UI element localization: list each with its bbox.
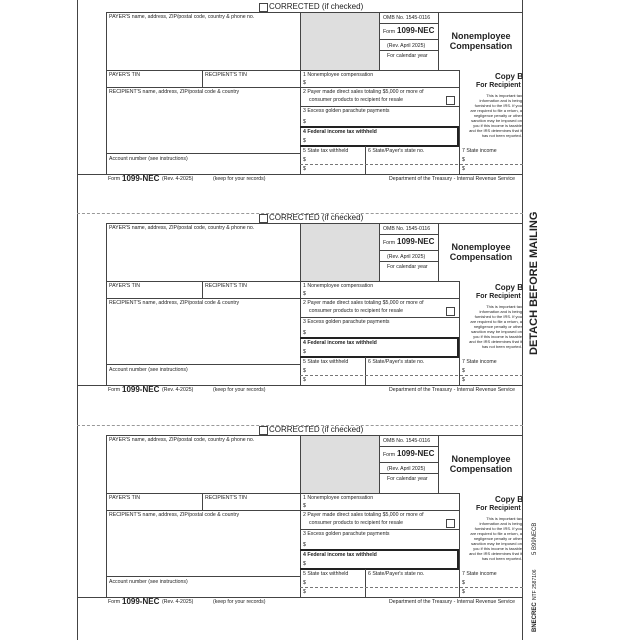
box2-checkbox[interactable] (446, 96, 455, 105)
shaded-area (301, 13, 379, 70)
rule (457, 126, 459, 146)
box4-label: 4 Federal income tax withheld (303, 129, 377, 135)
recipient-name-label: RECIPIENT'S name, address, ZIP/postal code & country (109, 89, 240, 95)
rule (379, 12, 380, 70)
rule (459, 70, 460, 174)
calendar-year-field[interactable] (381, 483, 436, 492)
payer-name-label: PAYER'S name, address, ZIP/postal code, country & phone no. (109, 437, 255, 443)
payer-tin-field[interactable] (108, 78, 200, 86)
footer-keep-records: (keep for your records) (213, 176, 266, 182)
revision-label: (Rev. April 2025) (387, 466, 426, 472)
box5-dollar-2: $ (303, 166, 306, 172)
calendar-year-label: For calendar year (387, 53, 428, 59)
corrected-label: CORRECTED (if checked) (269, 2, 364, 11)
box2-checkbox[interactable] (446, 307, 455, 316)
footer-form-name: 1099-NEC (122, 385, 160, 394)
form-name: 1099-NEC (397, 237, 435, 246)
box1-label: 1 Nonemployee compensation (303, 72, 374, 78)
rule (379, 462, 438, 463)
rule (379, 39, 438, 40)
rule (300, 106, 459, 107)
rule (106, 12, 107, 174)
form-title-line1: Nonemployee (451, 31, 511, 41)
box2-label-line2: consumer products to recipient for resale (309, 97, 403, 103)
form-1099-nec-3 (0, 399, 640, 606)
recipient-tin-label: RECIPIENT'S TIN (205, 283, 247, 289)
revision-label: (Rev. April 2025) (387, 254, 426, 260)
notice-line: furnished to the IRS. If you (474, 103, 522, 108)
rule (300, 223, 301, 385)
rule (300, 12, 301, 174)
copy-b-label: Copy B (495, 72, 523, 81)
footer-keep-records: (keep for your records) (213, 387, 266, 393)
payer-name-field[interactable] (108, 233, 298, 279)
rule (106, 435, 107, 597)
form-title-line1: Nonemployee (451, 454, 511, 464)
box6-label: 6 State/Payer's state no. (368, 359, 425, 365)
box6-label: 6 State/Payer's state no. (368, 148, 425, 154)
rule (438, 435, 439, 493)
rule (300, 587, 523, 588)
rule (106, 87, 459, 88)
notice-line: negligence penalty or other (473, 536, 522, 541)
rule (106, 493, 459, 494)
box1-dollar: $ (303, 503, 306, 509)
payer-tin-label: PAYER'S TIN (109, 283, 140, 289)
box1-label: 1 Nonemployee compensation (303, 283, 374, 289)
box2-label-line1: 2 Payer made direct sales totaling $5,000 or more of (303, 300, 424, 306)
rule (365, 357, 366, 385)
notice-line: negligence penalty or other (473, 324, 522, 329)
rule (379, 23, 438, 24)
account-number-label: Account number (see instructions) (109, 579, 188, 585)
for-recipient-label: For Recipient (476, 505, 521, 512)
form-title-line2: Compensation (449, 252, 513, 262)
omb-number: OMB No. 1545-0116 (383, 15, 431, 21)
omb-number: OMB No. 1545-0116 (383, 438, 431, 444)
box5-dollar-1: $ (303, 580, 306, 586)
rule (300, 549, 459, 551)
box3-amount-field[interactable] (308, 540, 456, 547)
box4-label: 4 Federal income tax withheld (303, 552, 377, 558)
box3-dollar: $ (303, 119, 306, 125)
rule (300, 126, 459, 128)
box5-dollar-2: $ (303, 377, 306, 383)
revision-label: (Rev. April 2025) (387, 43, 426, 49)
notice-line: has not been reported. (481, 133, 522, 138)
rule (300, 568, 459, 570)
payer-name-field[interactable] (108, 445, 298, 491)
box5-label: 5 State tax withheld (303, 148, 349, 154)
box1-amount-field[interactable] (308, 79, 456, 86)
notice-text (469, 304, 522, 349)
footer-department: Department of the Treasury - Internal Revenue Service (389, 176, 516, 182)
recipient-name-label: RECIPIENT'S name, address, ZIP/postal code & country (109, 300, 240, 306)
side-code: BNECREC (532, 602, 538, 632)
calendar-year-field[interactable] (381, 60, 436, 69)
rule (202, 493, 203, 510)
notice-line: negligence penalty or other (473, 113, 522, 118)
box1-amount-field[interactable] (308, 502, 456, 509)
form-name: 1099-NEC (397, 26, 435, 35)
payer-name-field[interactable] (108, 22, 298, 68)
corrected-checkbox[interactable] (259, 214, 268, 223)
rule (106, 223, 107, 385)
account-number-field[interactable] (108, 586, 298, 595)
box3-dollar: $ (303, 330, 306, 336)
box5-label: 5 State tax withheld (303, 359, 349, 365)
account-number-label: Account number (see instructions) (109, 156, 188, 162)
box2-label-line2: consumer products to recipient for resale (309, 308, 403, 314)
box1-label: 1 Nonemployee compensation (303, 495, 374, 501)
box7-label: 7 State income (462, 148, 497, 154)
box4-amount-field[interactable] (308, 348, 456, 355)
notice-line: This is important tax (486, 304, 522, 309)
rule (106, 70, 459, 71)
rule (379, 446, 438, 447)
form-1099-nec-1 (0, 0, 640, 183)
detach-instruction: DETACH BEFORE MAILING (528, 211, 540, 355)
form-1099-nec-2 (0, 187, 640, 394)
account-number-field[interactable] (108, 163, 298, 172)
notice-line: information and is being (479, 521, 522, 526)
rule (300, 317, 459, 318)
box7-dollar-2: $ (462, 589, 465, 595)
box7-label: 7 State income (462, 359, 497, 365)
notice-line: you if this income is taxable (473, 334, 522, 339)
corrected-label: CORRECTED (if checked) (269, 213, 364, 222)
box7-dollar-2: $ (462, 377, 465, 383)
recipient-name-field[interactable] (108, 307, 298, 363)
for-recipient-label: For Recipient (476, 82, 521, 89)
box3-amount-field[interactable] (308, 117, 456, 124)
rule (459, 493, 460, 597)
rule (106, 364, 300, 365)
shaded-area (301, 224, 379, 281)
box4-label: 4 Federal income tax withheld (303, 340, 377, 346)
box2-label-line1: 2 Payer made direct sales totaling $5,000 or more of (303, 89, 424, 95)
account-number-field[interactable] (108, 374, 298, 383)
box1-dollar: $ (303, 80, 306, 86)
box3-dollar: $ (303, 542, 306, 548)
notice-line: are required to file a return, a (470, 108, 522, 113)
shaded-area (301, 436, 379, 493)
box2-label-line1: 2 Payer made direct sales totaling $5,000 or more of (303, 512, 424, 518)
form-word: Form (383, 240, 396, 246)
box7-dollar-1: $ (462, 580, 465, 586)
box5-dollar-2: $ (303, 589, 306, 595)
payer-tin-field[interactable] (108, 289, 200, 297)
box1-dollar: $ (303, 291, 306, 297)
recipient-tin-field[interactable] (204, 289, 298, 297)
notice-line: has not been reported. (481, 556, 522, 561)
box3-label: 3 Excess golden parachute payments (303, 319, 390, 325)
box7-dollar-1: $ (462, 368, 465, 374)
box2-checkbox[interactable] (446, 519, 455, 528)
rule (300, 145, 459, 147)
rule (300, 356, 459, 358)
footer-form-word: Form (108, 599, 121, 605)
calendar-year-label: For calendar year (387, 476, 428, 482)
omb-number: OMB No. 1545-0116 (383, 226, 431, 232)
notice-line: you if this income is taxable (473, 123, 522, 128)
rule (379, 223, 380, 281)
footer-department: Department of the Treasury - Internal Revenue Service (389, 387, 516, 393)
notice-line: This is important tax (486, 516, 522, 521)
form-title-line2: Compensation (449, 41, 513, 51)
notice-text (469, 516, 522, 561)
notice-line: furnished to the IRS. If you (474, 526, 522, 531)
notice-line: you if this income is taxable (473, 546, 522, 551)
rule (379, 50, 438, 51)
side-code: 5 B99NECB (532, 522, 538, 555)
rule (300, 375, 523, 376)
rule (202, 70, 203, 87)
recipient-name-label: RECIPIENT'S name, address, ZIP/postal code & country (109, 512, 240, 518)
footer-form-word: Form (108, 387, 121, 393)
box3-label: 3 Excess golden parachute payments (303, 531, 390, 537)
rule (300, 337, 459, 339)
rule (300, 164, 523, 165)
rule (300, 529, 459, 530)
notice-line: are required to file a return, a (470, 531, 522, 536)
calendar-year-field[interactable] (381, 271, 436, 280)
box1-amount-field[interactable] (308, 290, 456, 297)
form-word: Form (383, 452, 396, 458)
side-code: NTF 2587106 (532, 569, 538, 600)
notice-line: and the IRS determines that it (469, 551, 522, 556)
recipient-tin-field[interactable] (204, 78, 298, 86)
box3-amount-field[interactable] (308, 328, 456, 335)
recipient-tin-field[interactable] (204, 501, 298, 509)
rule (300, 435, 301, 597)
rule (457, 549, 459, 569)
rule (106, 281, 459, 282)
box4-dollar: $ (303, 138, 306, 144)
notice-line: are required to file a return, a (470, 319, 522, 324)
box4-dollar: $ (303, 561, 306, 567)
footer-keep-records: (keep for your records) (213, 599, 266, 605)
notice-line: and the IRS determines that it (469, 128, 522, 133)
calendar-year-label: For calendar year (387, 264, 428, 270)
corrected-checkbox[interactable] (259, 3, 268, 12)
rule (106, 298, 459, 299)
rule (365, 569, 366, 597)
notice-line: information and is being (479, 98, 522, 103)
notice-line: information and is being (479, 309, 522, 314)
box4-dollar: $ (303, 349, 306, 355)
payer-name-label: PAYER'S name, address, ZIP/postal code, country & phone no. (109, 225, 255, 231)
rule (202, 281, 203, 298)
corrected-label: CORRECTED (if checked) (269, 425, 364, 434)
footer-revision: (Rev. 4-2025) (162, 387, 194, 393)
recipient-tin-label: RECIPIENT'S TIN (205, 495, 247, 501)
footer-form-name: 1099-NEC (122, 174, 160, 183)
rule (106, 576, 300, 577)
box5-dollar-1: $ (303, 157, 306, 163)
notice-text (469, 93, 522, 138)
for-recipient-label: For Recipient (476, 293, 521, 300)
box7-label: 7 State income (462, 571, 497, 577)
notice-line: sanction may be imposed on (471, 118, 522, 123)
footer-revision: (Rev. 4-2025) (162, 176, 194, 182)
box3-label: 3 Excess golden parachute payments (303, 108, 390, 114)
form-title-line1: Nonemployee (451, 242, 511, 252)
notice-line: furnished to the IRS. If you (474, 314, 522, 319)
box7-dollar-2: $ (462, 166, 465, 172)
notice-line: sanction may be imposed on (471, 541, 522, 546)
form-word: Form (383, 29, 396, 35)
notice-line: and the IRS determines that it (469, 339, 522, 344)
rule (459, 281, 460, 385)
corrected-checkbox[interactable] (259, 426, 268, 435)
rule (106, 510, 459, 511)
footer-department: Department of the Treasury - Internal Revenue Service (389, 599, 516, 605)
box2-label-line2: consumer products to recipient for resale (309, 520, 403, 526)
rule (379, 250, 438, 251)
notice-line: This is important tax (486, 93, 522, 98)
rule (379, 473, 438, 474)
box5-dollar-1: $ (303, 368, 306, 374)
rule (379, 234, 438, 235)
box6-label: 6 State/Payer's state no. (368, 571, 425, 577)
rule (457, 337, 459, 357)
recipient-name-field[interactable] (108, 96, 298, 152)
rule (379, 435, 380, 493)
copy-b-label: Copy B (495, 495, 523, 504)
footer-form-name: 1099-NEC (122, 597, 160, 606)
form-title-line2: Compensation (449, 464, 513, 474)
rule (438, 223, 439, 281)
rule (365, 146, 366, 174)
box5-label: 5 State tax withheld (303, 571, 349, 577)
payer-tin-label: PAYER'S TIN (109, 495, 140, 501)
notice-line: has not been reported. (481, 344, 522, 349)
rule (438, 12, 439, 70)
footer-revision: (Rev. 4-2025) (162, 599, 194, 605)
recipient-tin-label: RECIPIENT'S TIN (205, 72, 247, 78)
account-number-label: Account number (see instructions) (109, 367, 188, 373)
rule (106, 153, 300, 154)
form-name: 1099-NEC (397, 449, 435, 458)
box7-dollar-1: $ (462, 157, 465, 163)
payer-tin-field[interactable] (108, 501, 200, 509)
notice-line: sanction may be imposed on (471, 329, 522, 334)
box4-amount-field[interactable] (308, 560, 456, 567)
copy-b-label: Copy B (495, 283, 523, 292)
footer-form-word: Form (108, 176, 121, 182)
payer-tin-label: PAYER'S TIN (109, 72, 140, 78)
rule (379, 261, 438, 262)
box4-amount-field[interactable] (308, 137, 456, 144)
payer-name-label: PAYER'S name, address, ZIP/postal code, country & phone no. (109, 14, 255, 20)
recipient-name-field[interactable] (108, 519, 298, 575)
